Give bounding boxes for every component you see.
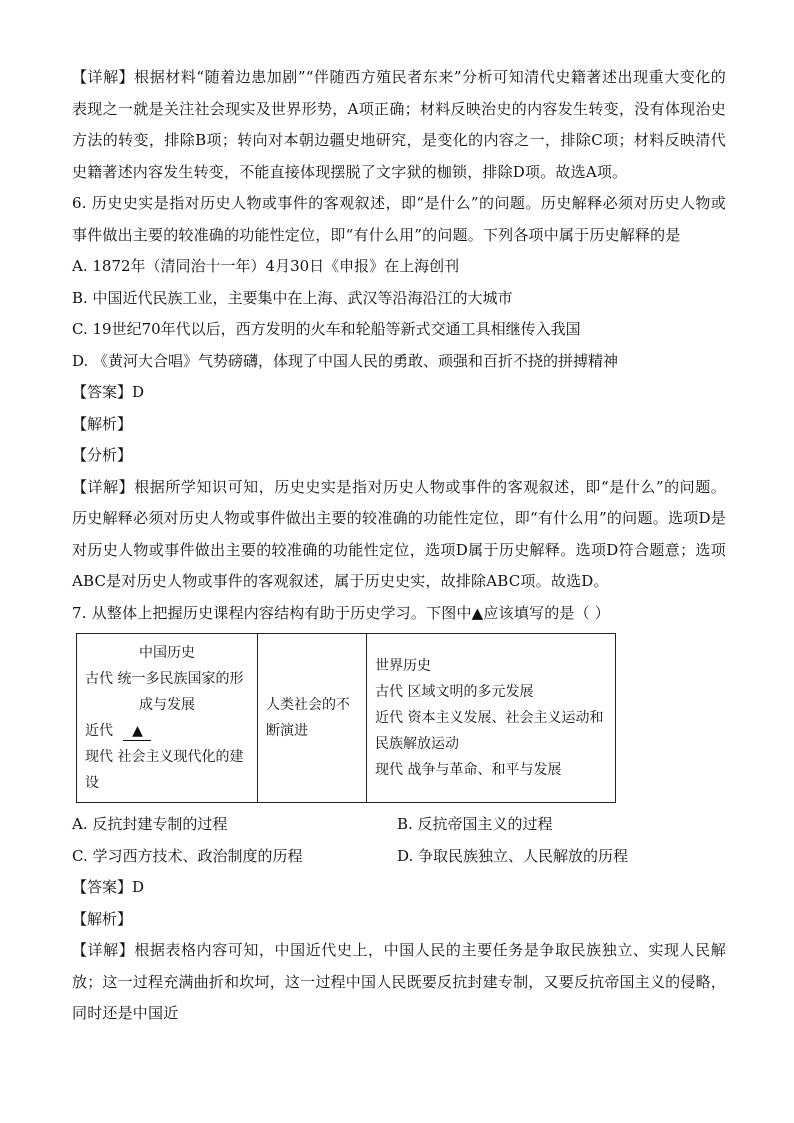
china-contemporary-line1: 现代 社会主义现代化的建 bbox=[85, 749, 244, 765]
china-ancient-line2: 成与发展 bbox=[139, 697, 195, 713]
world-modern-line2: 民族解放运动 bbox=[375, 736, 459, 752]
q7-options-row1 bbox=[72, 809, 726, 841]
q7-option-d: D. 争取民族独立、人民解放的历程 bbox=[397, 846, 629, 865]
china-history-title: 中国历史 bbox=[139, 645, 195, 661]
q6-answer: 【答案】D bbox=[72, 383, 145, 401]
document-page bbox=[72, 62, 726, 1030]
q7-answer: 【答案】D bbox=[72, 878, 145, 896]
q6-option-b: B. 中国近代民族工业，主要集中在上海、武汉等沿海沿江的大城市 bbox=[72, 288, 513, 307]
q5-detail: 【详解】根据材料“随着边患加剧”“伴随西方殖民者东来”分析可知清代史籍著述出现重大变化的表现之一就是关注社会现实及世界形势，A项正确；材料反映治史的内容发生转变，没有体现治史方法的转变，排除B项；转向对本朝边疆史地研究，是变化的内容之一，排除C项；材料反映清代史籍著述内容发生转变，不能直接体现摆脱了文字狱的枷锁，排除D项。故选A项。 bbox=[72, 68, 726, 181]
middle-line1: 人类社会的不 bbox=[266, 697, 350, 713]
q6-analysis-heading: 【解析】 bbox=[72, 414, 133, 433]
q6-option-d: D. 《黄河大合唱》气势磅礴，体现了中国人民的勇敢、顽强和百折不挠的拼搏精神 bbox=[72, 351, 619, 370]
world-history-title: 世界历史 bbox=[375, 658, 431, 674]
q7-option-a: A. 反抗封建专制的过程 bbox=[72, 815, 228, 833]
q7-options-row2 bbox=[72, 841, 726, 873]
world-ancient: 古代 区域文明的多元发展 bbox=[375, 684, 534, 700]
fill-in-blank: ▲ bbox=[123, 722, 151, 741]
china-modern-label: 近代 bbox=[85, 723, 113, 739]
q6-detail: 【详解】根据所学知识可知，历史史实是指对历史人物或事件的客观叙述，即“是什么”的问题。历史解释必须对历史人物或事件做出主要的较准确的功能性定位，即“有什么用”的问题。选项D是对历史人物或事件做出主要的较准确的功能性定位，选项D属于历史解释。选项D符合题意；选项ABC是对历史人物或事件的客观叙述，属于历史史实，故排除ABC项。故选D。 bbox=[72, 477, 726, 590]
q6-option-a: A. 1872年（清同治十一年）4月30日《申报》在上海创刊 bbox=[72, 257, 460, 275]
q6-stem: 6. 历史史实是指对历史人物或事件的客观叙述，即“是什么”的问题。历史解释必须对历史人物或事件做出主要的较准确的功能性定位，即“有什么用”的问题。下列各项中属于历史解释的是 bbox=[72, 194, 726, 244]
world-modern-line1: 近代 资本主义发展、社会主义运动和 bbox=[375, 710, 604, 726]
middle-line2: 断演进 bbox=[266, 723, 308, 739]
q7-option-c: C. 学习西方技术、政治制度的历程 bbox=[72, 846, 303, 865]
world-history-cell bbox=[367, 634, 616, 803]
china-history-cell bbox=[77, 634, 258, 803]
china-modern-row bbox=[85, 718, 249, 744]
q7-analysis-heading: 【解析】 bbox=[72, 909, 133, 928]
world-contemporary: 现代 战争与革命、和平与发展 bbox=[375, 762, 562, 778]
human-society-cell bbox=[258, 634, 367, 803]
course-structure-table bbox=[76, 633, 616, 803]
q7-detail: 【详解】根据表格内容可知，中国近代史上，中国人民的主要任务是争取民族独立、实现人民解放；这一过程充满曲折和坎坷，这一过程中国人民既要反抗封建专制，又要反抗帝国主义的侵略，同时还是中国近 bbox=[72, 941, 726, 1022]
q7-stem: 7. 从整体上把握历史课程内容结构有助于历史学习。下图中▲应该填写的是（ ） bbox=[72, 603, 610, 622]
q7-option-b: B. 反抗帝国主义的过程 bbox=[397, 815, 553, 833]
q6-option-c: C. 19世纪70年代以后，西方发明的火车和轮船等新式交通工具相继传入我国 bbox=[72, 320, 581, 338]
china-ancient-line1: 古代 统一多民族国家的形 bbox=[85, 671, 244, 687]
q6-fenxi-heading: 【分析】 bbox=[72, 446, 133, 464]
china-contemporary-line2: 设 bbox=[85, 775, 99, 791]
